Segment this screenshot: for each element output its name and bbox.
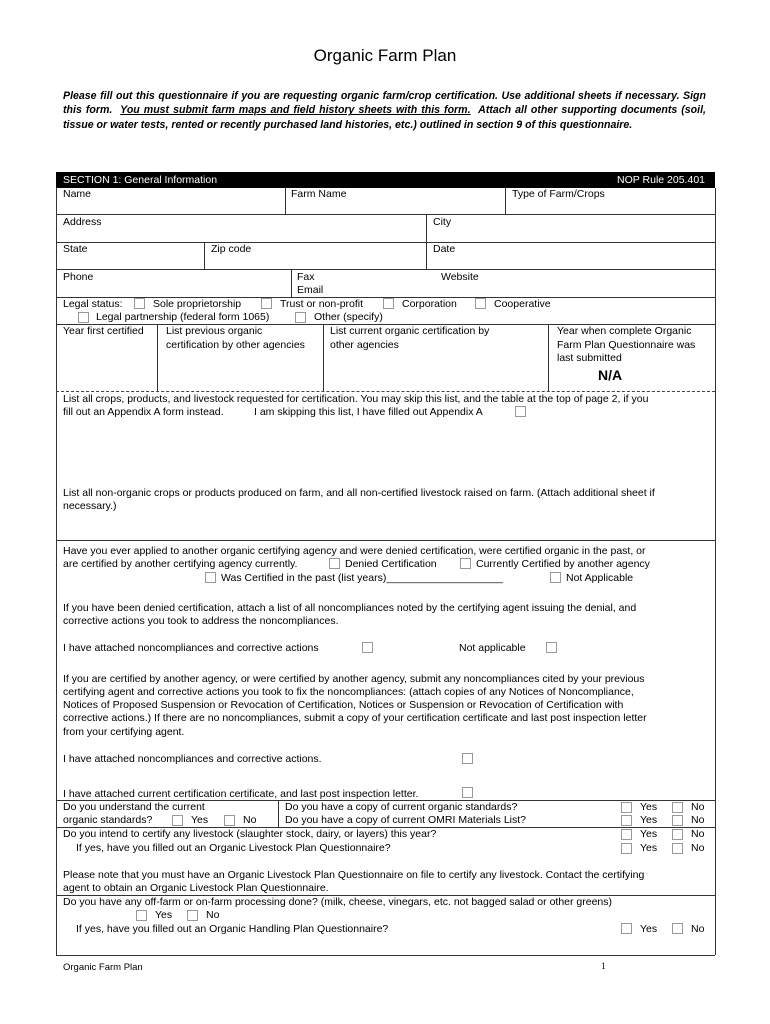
divider: [548, 324, 549, 391]
attached-certificate-checkbox[interactable]: [462, 787, 473, 798]
cert-info-5: from your certifying agent.: [63, 726, 185, 738]
footer-title: Organic Farm Plan: [63, 962, 143, 973]
copy-omri-no-label: No: [691, 814, 705, 826]
handling-plan-question: If yes, have you filled out an Organic Handling Plan Questionnaire?: [76, 923, 389, 935]
currently-certified-checkbox[interactable]: [460, 558, 471, 569]
year-first-certified-label: Year first certified: [63, 325, 144, 337]
skip-list-checkbox[interactable]: [515, 406, 526, 417]
cert-info-3: Notices of Proposed Suspension or Revocation of Certification, Notices or Suspension or Revocation of Certification with: [63, 699, 624, 711]
crops-list-text-2: fill out an Appendix A form instead.: [63, 406, 224, 418]
copy-omri-yes-label: Yes: [640, 814, 658, 826]
was-certified-label: Was Certified in the past (list years)____________________: [221, 572, 504, 584]
not-applicable-label: Not Applicable: [566, 572, 634, 584]
denied-certification-checkbox[interactable]: [329, 558, 340, 569]
section-header-bar: [56, 172, 715, 188]
understand-yes-checkbox[interactable]: [172, 815, 183, 826]
divider: [278, 800, 279, 827]
understand-standards-label: Do you understand the current: [63, 801, 205, 813]
fax-label: Fax: [297, 271, 315, 283]
trust-checkbox[interactable]: [261, 298, 272, 309]
year-complete-label: Year when complete Organic: [557, 325, 692, 337]
row-line: [56, 242, 715, 243]
table-border-bottom: [56, 955, 715, 956]
history-question: Have you ever applied to another organic certifying agency and were denied certification, were certified organic in the past, or: [63, 545, 646, 557]
row-line: [56, 269, 715, 270]
livestock-plan-question: If yes, have you filled out an Organic Livestock Plan Questionnaire?: [76, 842, 391, 854]
divider: [426, 242, 427, 269]
understand-standards-label-2: organic standards?: [63, 814, 153, 826]
not-applicable-label-2: Not applicable: [459, 642, 526, 654]
date-label: Date: [433, 243, 456, 255]
city-label: City: [433, 216, 452, 228]
list-previous-label: List previous organic: [166, 325, 263, 337]
handling-plan-no-label: No: [691, 923, 705, 935]
farm-type-label: Type of Farm/Crops: [512, 188, 605, 200]
not-applicable-checkbox-2[interactable]: [546, 642, 557, 653]
attached-noncompliance-checkbox-2[interactable]: [462, 753, 473, 764]
denied-info: If you have been denied certification, attach a list of all noncompliances noted by the certifying agent issuing the denial, and: [63, 602, 637, 614]
livestock-plan-no-label: No: [691, 842, 705, 854]
livestock-plan-yes-label: Yes: [640, 842, 658, 854]
copy-standards-yes-checkbox[interactable]: [621, 802, 632, 813]
section-title: SECTION 1: General Information: [63, 174, 218, 186]
website-label: Website: [441, 271, 479, 283]
list-current-label: List current organic certification by: [330, 325, 490, 337]
copy-omri-label: Do you have a copy of current OMRI Materials List?: [285, 814, 527, 826]
email-label: Email: [297, 284, 324, 296]
understand-yes-label: Yes: [191, 814, 209, 826]
page-number: 1: [601, 962, 606, 972]
copy-standards-label: Do you have a copy of current organic standards?: [285, 801, 518, 813]
list-previous-label-2: certification by other agencies: [166, 339, 305, 351]
livestock-plan-yes-checkbox[interactable]: [621, 843, 632, 854]
divider: [323, 324, 324, 391]
row-line: [56, 214, 715, 215]
skip-list-label: I am skipping this list, I have filled out Appendix A: [254, 406, 483, 418]
corporation-checkbox[interactable]: [383, 298, 394, 309]
year-complete-label-3: last submitted: [557, 352, 622, 364]
intro-paragraph: [63, 89, 706, 132]
divider: [204, 242, 205, 269]
year-complete-value: N/A: [598, 367, 623, 383]
processing-yes-label: Yes: [155, 909, 173, 921]
farm-name-label: Farm Name: [291, 188, 347, 200]
address-label: Address: [63, 216, 102, 228]
livestock-no-label: No: [691, 828, 705, 840]
copy-omri-yes-checkbox[interactable]: [621, 815, 632, 826]
table-border-right: [715, 188, 716, 955]
section-rule: NOP Rule 205.401: [617, 174, 705, 186]
attached-noncompliance-checkbox[interactable]: [362, 642, 373, 653]
legal-partnership-checkbox[interactable]: [78, 312, 89, 323]
legal-partnership-label: Legal partnership (federal form 1065): [96, 311, 270, 323]
zip-label: Zip code: [211, 243, 252, 255]
livestock-no-checkbox[interactable]: [672, 829, 683, 840]
livestock-plan-no-checkbox[interactable]: [672, 843, 683, 854]
copy-omri-no-checkbox[interactable]: [672, 815, 683, 826]
list-current-label-2: other agencies: [330, 339, 399, 351]
legal-status-label: Legal status:: [63, 298, 123, 310]
denied-certification-label: Denied Certification: [345, 558, 437, 570]
table-border-left: [56, 188, 57, 955]
divider: [505, 188, 506, 214]
not-applicable-checkbox[interactable]: [550, 572, 561, 583]
divider: [157, 324, 158, 391]
livestock-question: Do you intend to certify any livestock (slaughter stock, dairy, or layers) this year?: [63, 828, 437, 840]
attached-certificate-label: I have attached current certification certificate, and last post inspection letter.: [63, 788, 419, 800]
corporation-label: Corporation: [402, 298, 457, 310]
divider: [285, 188, 286, 214]
state-label: State: [63, 243, 88, 255]
copy-standards-no-label: No: [691, 801, 705, 813]
currently-certified-label: Currently Certified by another agency: [476, 558, 650, 570]
copy-standards-yes-label: Yes: [640, 801, 658, 813]
handling-plan-yes-checkbox[interactable]: [621, 923, 632, 934]
row-line: [56, 540, 715, 541]
denied-info-2: corrective actions you took to address the noncompliances.: [63, 615, 339, 627]
sole-proprietorship-label: Sole proprietorship: [153, 298, 242, 310]
understand-no-checkbox[interactable]: [224, 815, 235, 826]
was-certified-checkbox[interactable]: [205, 572, 216, 583]
understand-no-label: No: [243, 814, 257, 826]
handling-plan-no-checkbox[interactable]: [672, 923, 683, 934]
livestock-note-2: agent to obtain an Organic Livestock Plan Questionnaire.: [63, 882, 329, 894]
history-question-2: are certified by another certifying agency currently.: [63, 558, 298, 570]
divider: [291, 269, 292, 297]
attached-noncompliance-label-2: I have attached noncompliances and corrective actions.: [63, 753, 322, 765]
livestock-yes-checkbox[interactable]: [621, 829, 632, 840]
intro-part1: Please fill out this questionnaire if you are requesting organic farm/crop certification. Use additional sheets if necessary. Sign this form.: [63, 90, 706, 117]
trust-label: Trust or non-profit: [280, 298, 364, 310]
handling-plan-yes-label: Yes: [640, 923, 658, 935]
cert-info-2: certifying agent and corrective actions you took to fix the noncompliances: (attach copies of any Notices of Noncompliance,: [63, 686, 634, 698]
non-organic-text-2: necessary.): [63, 500, 117, 512]
processing-no-label: No: [206, 909, 220, 921]
cert-info-4: corrective actions.) If there are no noncompliances, submit a copy of your certification certificate and last post inspection letter: [63, 712, 647, 724]
sole-proprietorship-checkbox[interactable]: [134, 298, 145, 309]
livestock-note: Please note that you must have an Organic Livestock Plan Questionnaire on file to certify any livestock. Contact the certifying: [63, 869, 645, 881]
cooperative-checkbox[interactable]: [475, 298, 486, 309]
intro-underlined: You must submit farm maps and field history sheets with this form.: [120, 104, 471, 117]
cooperative-label: Cooperative: [494, 298, 551, 310]
divider: [426, 214, 427, 242]
intro-part2: Attach all other supporting documents (soil, tissue or water tests, rented or recently purchased land histories, etc.) outlined in section 9 of this questionnaire.: [63, 104, 706, 131]
crops-list-text: List all crops, products, and livestock requested for certification. You may skip this list, and the table at the top of page 2, if you: [63, 393, 649, 405]
name-label: Name: [63, 188, 92, 200]
processing-question: Do you have any off-farm or on-farm processing done? (milk, cheese, vinegars, etc. not bagged salad or other greens): [63, 896, 613, 908]
processing-yes-checkbox[interactable]: [136, 910, 147, 921]
copy-standards-no-checkbox[interactable]: [672, 802, 683, 813]
attached-noncompliance-label: I have attached noncompliances and corrective actions: [63, 642, 319, 654]
other-checkbox[interactable]: [295, 312, 306, 323]
year-complete-label-2: Farm Plan Questionnaire was: [557, 339, 696, 351]
livestock-yes-label: Yes: [640, 828, 658, 840]
non-organic-text: List all non-organic crops or products produced on farm, and all non-certified livestock raised on farm. (Attach additional sheet if: [63, 487, 655, 499]
row-line-dashed: [56, 391, 715, 392]
other-label: Other (specify): [314, 311, 383, 323]
page-title: Organic Farm Plan: [313, 46, 457, 65]
cert-info: If you are certified by another agency, or were certified by another agency, submit any noncompliances cited by your previous: [63, 673, 645, 685]
phone-label: Phone: [63, 271, 94, 283]
processing-no-checkbox[interactable]: [187, 910, 198, 921]
